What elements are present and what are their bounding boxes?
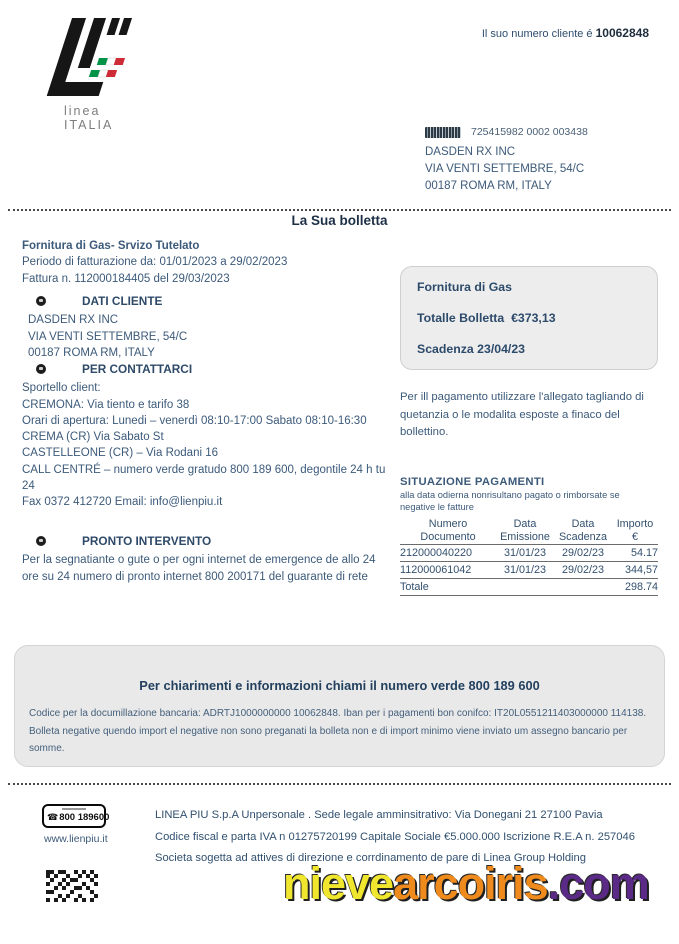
info-box-title: Per chiarimenti e informazioni chiami il numero verde 800 189 600 bbox=[139, 678, 540, 693]
payments-title: SITUAZIONE PAGAMENTI bbox=[400, 476, 545, 488]
contact-line: CALL CENTRÉ – numero verde gratudo 800 189 600, degontile 24 h tu 24 bbox=[22, 463, 386, 493]
toll-free-number: 800 189600 bbox=[59, 812, 110, 823]
col-data-emissione: Data Emissione bbox=[500, 518, 550, 543]
payment-instructions: Per ill pagamento utilizzare l'allegato tagliando di quetanzia o le modalita esposte a finaco del bollettino. bbox=[400, 391, 644, 438]
dotted-separator-bottom bbox=[8, 783, 671, 785]
info-box bbox=[14, 645, 665, 767]
postal-code-row bbox=[425, 124, 655, 141]
payments-total-row bbox=[400, 579, 658, 596]
emergency-line: ore su 24 numero di pronto internet 800 200171 del guarante di rete bbox=[22, 570, 368, 583]
col-numero-documento: Numero Documento bbox=[420, 518, 476, 543]
section-pronto-intervento bbox=[22, 533, 392, 585]
customer-city: 00187 ROMA RM, ITALY bbox=[28, 346, 155, 359]
recipient-city: 00187 ROMA RM, ITALY bbox=[425, 180, 552, 192]
total-label: Totalle Bolletta bbox=[417, 311, 505, 325]
box-total-row bbox=[417, 311, 641, 325]
phone-handset-icon: ☎ bbox=[47, 812, 59, 822]
company-line: Societa sogetta ad attives di direzione e corrdinamento de pare di Linea Group Holding bbox=[155, 852, 586, 864]
person-icon bbox=[36, 296, 46, 306]
payments-note: alla data odierna nonrisultano pagato o rimborsate se negative le fatture bbox=[400, 490, 620, 512]
bill-total-box bbox=[400, 266, 658, 370]
recipient-address-block bbox=[425, 124, 655, 195]
badge-fine-print bbox=[62, 808, 86, 810]
contact-line: Sportello client: bbox=[22, 382, 101, 395]
badge-number-row bbox=[47, 812, 110, 823]
alert-icon bbox=[36, 536, 46, 546]
col-importo: Importo € bbox=[616, 518, 654, 543]
dati-cliente-title: DATI CLIENTE bbox=[82, 294, 163, 308]
payments-table bbox=[400, 517, 658, 596]
payment-row: 112000061042 31/01/23 29/02/23 344,57 bbox=[400, 562, 658, 579]
contact-line: CREMA (CR) Via Sabato St bbox=[22, 431, 164, 444]
recipient-street: VIA VENTI SETTEMBRE, 54/C bbox=[425, 163, 585, 175]
dotted-separator-top bbox=[8, 209, 671, 211]
client-number-label: Il suo numero cliente é bbox=[481, 28, 593, 40]
section-per-contattarci bbox=[22, 361, 392, 511]
box-supply-type: Fornitura di Gas bbox=[417, 280, 512, 294]
due-label: Scadenza bbox=[417, 342, 474, 356]
contact-line: CREMONA: Via tiento e tarifo 38 bbox=[22, 398, 190, 411]
pronto-intervento-header bbox=[36, 533, 392, 549]
total-row-label: Totale bbox=[400, 581, 429, 593]
per-contattarci-title: PER CONTATTARCI bbox=[82, 362, 193, 376]
phone-icon bbox=[36, 364, 46, 374]
company-line: Codice fiscal e parta IVA n 01275720199 Capitale Sociale €5.000.000 Iscrizione R.E.A n. 257046 bbox=[155, 830, 635, 843]
per-contattarci-header bbox=[36, 361, 392, 377]
total-row-value: 298.74 bbox=[624, 581, 658, 593]
customer-street: VIA VENTI SETTEMBRE, 54/C bbox=[28, 330, 188, 343]
watermark-part-2: arcoiris bbox=[393, 858, 548, 909]
toll-free-badge bbox=[42, 804, 110, 828]
box-due-row bbox=[417, 342, 641, 356]
col-data-scadenza: Data Scadenza bbox=[558, 518, 608, 543]
invoice-number: Fattura n. 112000184405 del 29/03/2023 bbox=[22, 272, 230, 285]
billing-period: Periodo di fatturazione da: 01/01/2023 a 29/02/2023 bbox=[22, 256, 288, 269]
dati-cliente-header bbox=[36, 293, 392, 309]
invoice-summary-block bbox=[22, 238, 392, 287]
pronto-intervento-title: PRONTO INTERVENTO bbox=[82, 534, 212, 548]
qr-code-icon bbox=[46, 870, 50, 874]
watermark-part-1: nieve bbox=[283, 858, 394, 909]
contact-line: Orari di apertura: Lunedi – venerdì 08:10-17:00 Sabato 08:10-16:30 bbox=[22, 414, 367, 427]
total-value: €373,13 bbox=[511, 311, 556, 325]
client-number-line bbox=[482, 26, 649, 40]
due-value: 23/04/23 bbox=[477, 342, 526, 356]
company-line: LINEA PIU S.p.A Unpersonale . Sede legale amminsitrativo: Via Donegani 21 27100 Pavia bbox=[155, 809, 603, 821]
contact-line: CASTELLEONE (CR) – Via Rodani 16 bbox=[22, 447, 219, 460]
payment-row: 212000040220 31/01/23 29/02/23 54.17 bbox=[400, 545, 658, 562]
logo-caption: linea ITALIA bbox=[64, 104, 114, 132]
page-title: La Sua bolletta bbox=[291, 213, 388, 228]
linea-italia-logo-icon bbox=[30, 12, 150, 116]
contact-line: Fax 0372 412720 Email: info@lienpiu.it bbox=[22, 496, 223, 509]
supply-type: Fornitura di Gas- Srvizo Tutelato bbox=[22, 240, 200, 252]
emergency-line: Per la segnatiante o gute o per ogni internet de emergence de allo 24 bbox=[22, 554, 376, 567]
recipient-name: DASDEN RX INC bbox=[425, 146, 516, 158]
client-number-value: 10062848 bbox=[595, 26, 649, 40]
postal-code: 725415982 0002 003438 bbox=[471, 126, 588, 138]
section-dati-cliente bbox=[22, 293, 392, 361]
customer-name: DASDEN RX INC bbox=[28, 314, 119, 327]
payments-table-header bbox=[400, 517, 658, 545]
watermark-part-3: .com bbox=[547, 858, 649, 909]
linea-italia-logo bbox=[30, 12, 150, 132]
postal-barcode-icon bbox=[425, 127, 461, 138]
watermark bbox=[283, 858, 663, 910]
website-url: www.lienpiu.it bbox=[44, 833, 108, 845]
info-box-body: Codice per la documillazione bancaria: ADRTJ1000000000 10062848. Iban per i pagamenti bon conifco: IT20L0551211403000000 114138. Bolleta negative quendo import el negative non sono preganati la bolleta non e di import minimo viene inviato um assegno bancario per somme. bbox=[29, 708, 647, 754]
payments-section bbox=[400, 476, 658, 596]
